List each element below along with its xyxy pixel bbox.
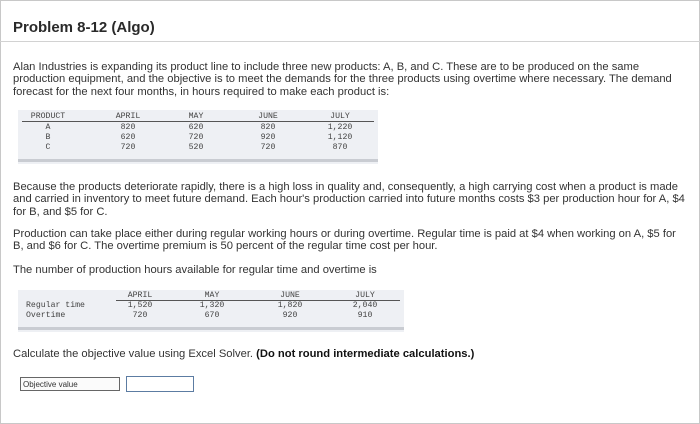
intro-paragraph: Alan Industries is expanding its product line to include three new products: A, B, and C. These are to be produced on the same production equipment, and the objective is to meet the demands for the three products using overtime where necessary. The demand forecast for the next four months, in hours required to make each product is:	[13, 61, 672, 98]
table-cell: 1,220	[327, 123, 353, 132]
table-cell: 1,820	[277, 301, 303, 310]
table-cell: 870	[332, 143, 348, 152]
demand-header-product: PRODUCT	[30, 112, 66, 121]
capacity-header-july: JULY	[355, 291, 375, 300]
table-cell: 1,520	[127, 301, 153, 310]
demand-header-april: APRIL	[115, 112, 141, 121]
demand-header-june: JUNE	[258, 112, 278, 121]
demand-header-july: JULY	[330, 112, 350, 121]
capacity-header-june: JUNE	[280, 291, 300, 300]
title-divider	[0, 41, 700, 42]
table-cell: 720	[260, 143, 276, 152]
table-row-label: A	[45, 123, 51, 132]
table-cell: 620	[188, 123, 204, 132]
objective-value-label: Objective value	[20, 377, 120, 391]
table-cell: 520	[188, 143, 204, 152]
table-cell: 920	[282, 311, 298, 320]
table-cell: 1,120	[327, 133, 353, 142]
demand-table-footer-bar	[18, 159, 378, 162]
demand-header-underline	[22, 121, 374, 122]
table-cell: 720	[188, 133, 204, 142]
table-cell: 670	[204, 311, 220, 320]
instruction-text	[13, 348, 685, 360]
capacity-header-april: APRIL	[127, 291, 153, 300]
table-cell: 1,320	[199, 301, 225, 310]
objective-value-input[interactable]	[126, 376, 194, 392]
instruction-bold: (Do not round intermediate calculations.)	[256, 348, 475, 360]
capacity-intro-paragraph: The number of production hours available for regular time and overtime is	[13, 264, 377, 276]
production-cost-paragraph: Production can take place either during regular working hours or during overtime. Regular time is paid at $4 when working on A, $5 for B, and $6 for C. The overtime premium is 50 percent of the regular time cost per hour.	[13, 228, 676, 253]
carrying-cost-paragraph: Because the products deteriorate rapidly, there is a high loss in quality and, consequently, a high carrying cost when a product is made and carried in inventory to meet future demand. Each hour's production carried into future months costs $3 per production hour for A, $4 for B, and $5 for C.	[13, 181, 685, 218]
table-cell: 2,040	[352, 301, 378, 310]
table-row-label: Regular time	[26, 301, 85, 310]
table-cell: 720	[132, 311, 148, 320]
capacity-header-may: MAY	[204, 291, 220, 300]
table-row-label: Overtime	[26, 311, 66, 320]
capacity-table	[18, 290, 404, 332]
instruction-plain: Calculate the objective value using Excel Solver.	[13, 348, 257, 360]
table-cell: 620	[120, 133, 136, 142]
demand-header-may: MAY	[188, 112, 204, 121]
table-row-label: B	[45, 133, 51, 142]
capacity-table-footer-bar	[18, 327, 404, 330]
problem-title: Problem 8-12 (Algo)	[13, 19, 155, 36]
table-cell: 820	[260, 123, 276, 132]
demand-table	[18, 110, 378, 164]
table-cell: 910	[357, 311, 373, 320]
table-cell: 920	[260, 133, 276, 142]
table-cell: 720	[120, 143, 136, 152]
table-cell: 820	[120, 123, 136, 132]
table-row-label: C	[45, 143, 51, 152]
